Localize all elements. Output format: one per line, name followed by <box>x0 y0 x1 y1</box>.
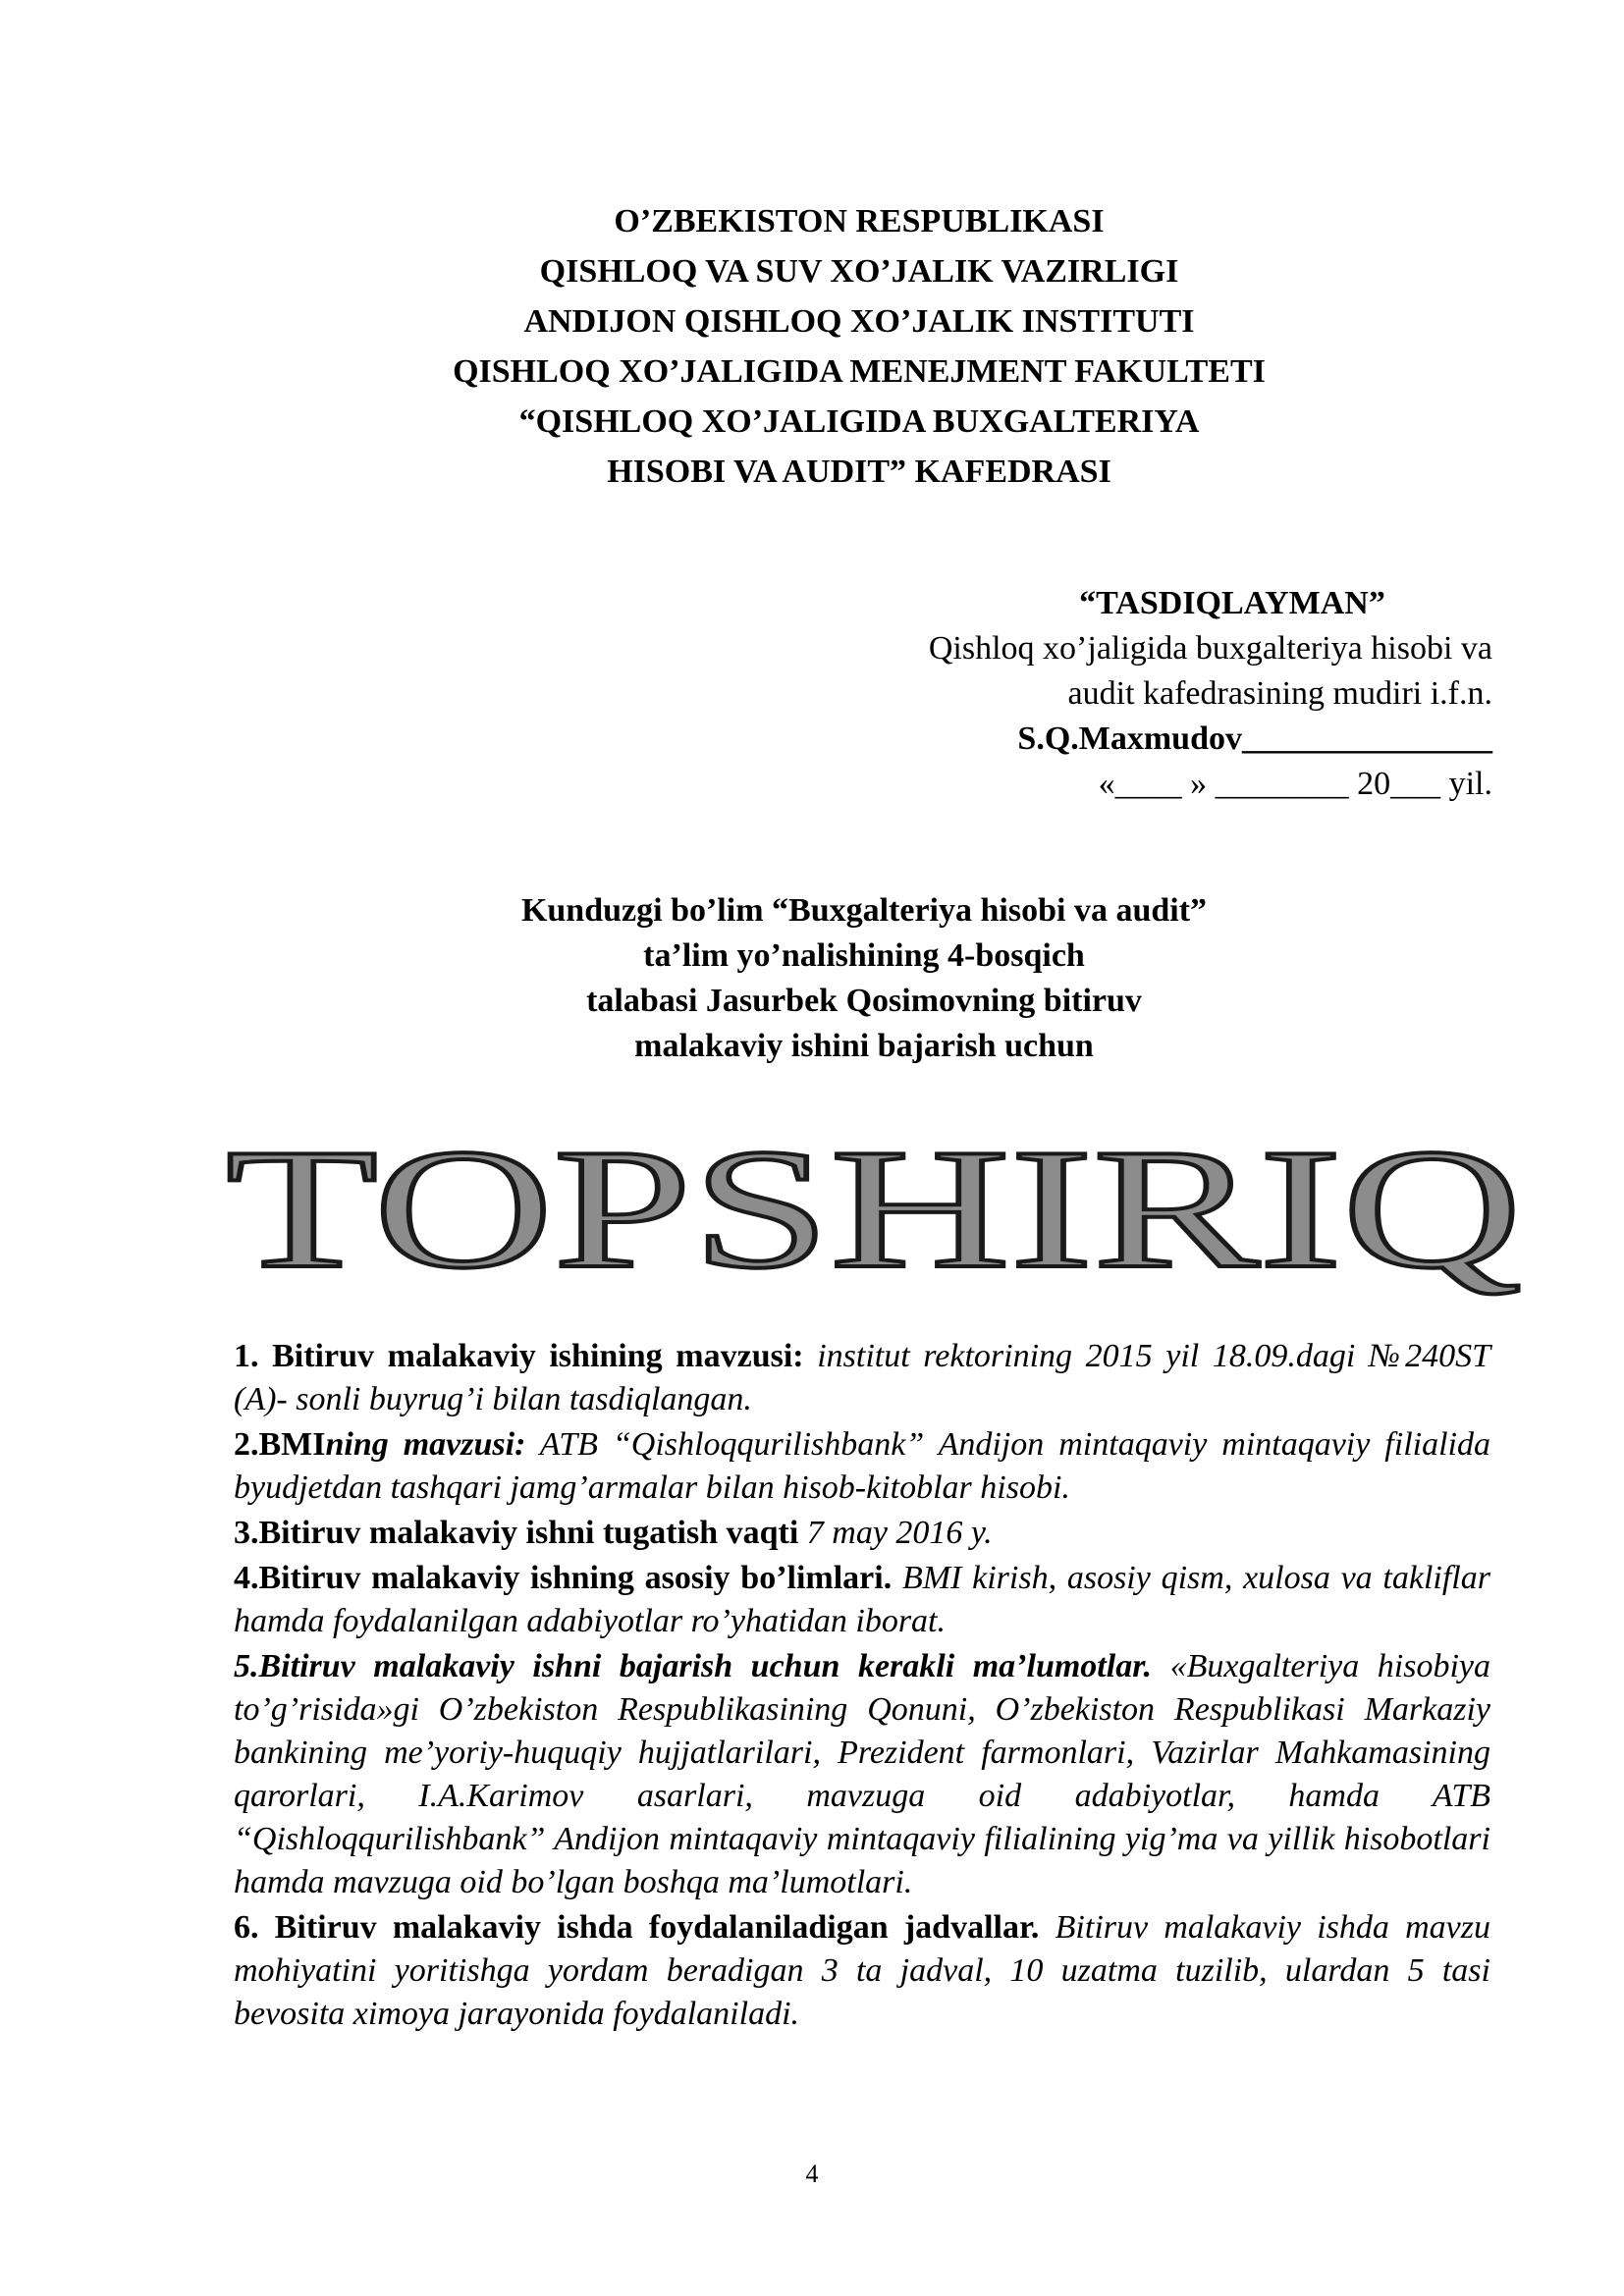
intro-line-4: malakaviy ishini bajarish uchun <box>634 1028 1094 1064</box>
approval-title: “TASDIQLAYMAN” <box>1079 585 1385 621</box>
item-3-text: 7 may 2016 y. <box>798 1515 993 1551</box>
item-5-text: «Buxgalteriya hisobiya to’g’risida»gi O’zbekiston Respublikasining Qonuni, O’zbekiston Respublikasi Markaziy bankining me’yoriy-huquqiy hujjatlarilari, Prezident farmonlari, Vazirlar Mahkamasining qarorlari, I.A.Karimov asarlari, mavzuga oid adabiyotlar, hamda ATB “Qishloqqurilishbank” Andijon mintaqaviy mintaqaviy filialining yig’ma va yillik hisobotlari hamda mavzuga oid bo’lgan boshqa ma’lumotlari. <box>234 1648 1490 1900</box>
item-1-topic <box>234 1335 1490 1421</box>
item-1-label: 1. Bitiruv malakaviy ishining mavzusi: <box>234 1338 804 1374</box>
approval-position-line-1: Qishloq xo’jaligida buxgalteriya hisobi va <box>928 630 1492 667</box>
item-6-label: 6. Bitiruv malakaviy ishda foydalaniladigan jadvallar. <box>234 1909 1040 1946</box>
item-5-required-data <box>234 1645 1490 1904</box>
item-6-text: Bitiruv malakaviy ishda mavzu mohiyatini yoritishga yordam beradigan 3 ta jadval, 10 uzatma tuzilib, ulardan 5 tasi bevosita ximoya jarayonida foydalaniladi. <box>234 1909 1491 2032</box>
item-5-label: 5.Bitiruv malakaviy ishni bajarish uchun kerakli ma’lumotlar. <box>234 1648 1153 1684</box>
header-line-department-1: “QISHLOQ XO’JALIGIDA BUXGALTERIYA <box>518 403 1200 440</box>
intro-line-3: talabasi Jasurbek Qosimovning bitiruv <box>586 983 1142 1019</box>
header-line-institute: ANDIJON QISHLOQ XO’JALIK INSTITUTI <box>523 303 1195 340</box>
intro-line-2: ta’lim yo’nalishining 4-bosqich <box>643 937 1085 974</box>
item-2-label: 2.BMI <box>234 1426 326 1463</box>
item-2-text: ATB “Qishloqqurilishbank” Andijon mintaqaviy mintaqaviy filialida byudjetdan tashqari jamg’armalar bilan hisob-kitoblar hisobi. <box>234 1426 1490 1506</box>
assignment-items <box>234 1335 1490 2038</box>
item-3-deadline <box>234 1512 1490 1555</box>
intro-line-1: Kunduzgi bo’lim “Buxgalteriya hisobi va audit” <box>520 892 1208 929</box>
item-2-bmi-topic <box>234 1423 1490 1510</box>
approval-block <box>746 581 1492 807</box>
item-6-tables <box>234 1906 1490 2036</box>
assignment-intro <box>383 888 1345 1069</box>
header-line-ministry: QISHLOQ VA SUV XO’JALIK VAZIRLIGI <box>539 253 1179 290</box>
item-3-label: 3.Bitiruv malakaviy ishni tugatish vaqti <box>234 1515 799 1551</box>
topshiriq-title <box>216 1119 1532 1345</box>
header-line-department-2: HISOBI VA AUDIT” KAFEDRASI <box>607 454 1111 490</box>
approval-date: «____ » ________ 20___ yil. <box>1098 766 1492 802</box>
approval-position-line-2: audit kafedrasining mudiri i.f.n. <box>1067 675 1492 712</box>
item-2-label-italic: ning mavzusi: <box>325 1426 526 1463</box>
item-4-text: BMI kirish, asosiy qism, xulosa va takliflar hamda foydalanilgan adabiyotlar ro’yhatidan iborat. <box>234 1560 1490 1639</box>
item-1-text: institut rektorining 2015 yil 18.09.dagi №240ST (A)- sonli buyrug’i bilan tasdiqlangan. <box>234 1338 1490 1417</box>
item-4-label: 4.Bitiruv malakaviy ishning asosiy bo’limlari. <box>234 1560 893 1596</box>
page-number: 4 <box>805 2160 819 2188</box>
item-4-sections <box>234 1557 1490 1643</box>
header-line-country: O’ZBEKISTON RESPUBLIKASI <box>614 203 1105 240</box>
header-line-faculty: QISHLOQ XO’JALIGIDA MENEJMENT FAKULTETI <box>453 353 1266 390</box>
institution-header <box>295 196 1424 497</box>
approval-signer: S.Q.Maxmudov_______________ <box>1017 721 1492 757</box>
topshiriq-title-text: TOPSHIRIQ <box>226 1119 1522 1304</box>
